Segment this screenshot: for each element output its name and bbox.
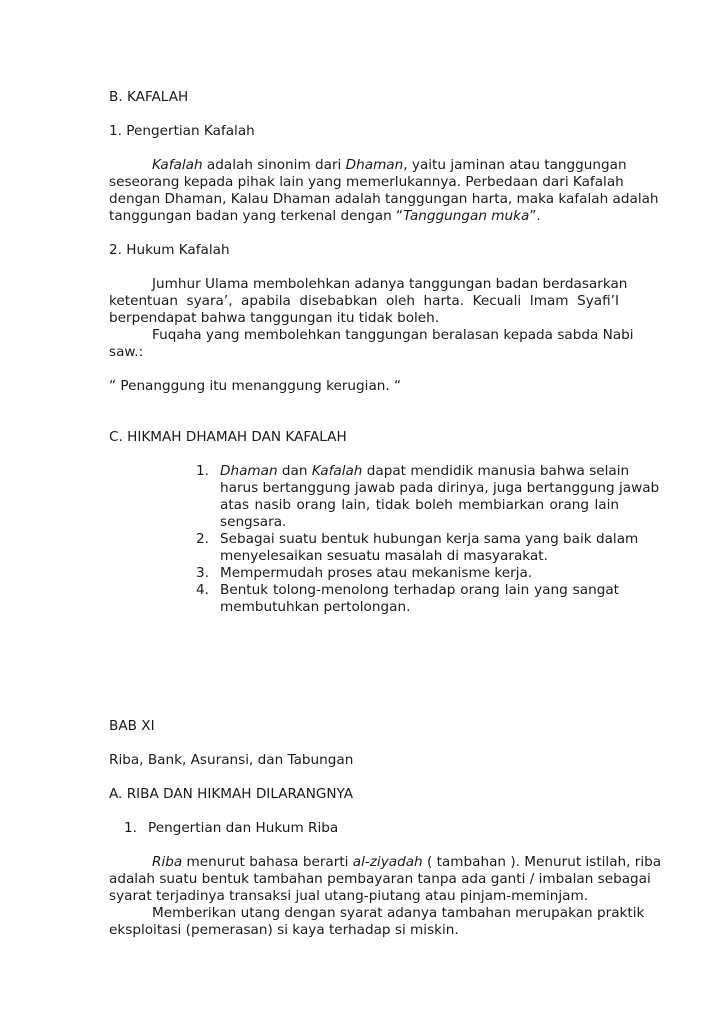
paragraph-line: Memberikan utang dengan syarat adanya tambahan merupakan praktik [152, 905, 645, 921]
list-item [196, 565, 619, 582]
section-heading-kafalah: B. KAFALAH [109, 89, 189, 105]
list-number: 4. [196, 582, 209, 598]
subheading-pengertian-kafalah: 1. Pengertian Kafalah [109, 123, 255, 139]
term-al-ziyadah: al-ziyadah [352, 854, 423, 870]
riba-sublist [124, 820, 619, 837]
page-spacer [109, 616, 619, 718]
list-line: membutuhkan pertolongan. [220, 599, 411, 615]
text-run: ( tambahan ). Menurut istilah, riba [422, 854, 662, 870]
chapter-heading: BAB XI [109, 718, 155, 734]
document-page [109, 89, 662, 939]
list-line: harus bertanggung jawab pada dirinya, juga bertanggung jawab [220, 480, 660, 496]
subheading-pengertian-riba: Pengertian dan Hukum Riba [148, 820, 339, 836]
list-line: sengsara. [220, 514, 287, 530]
paragraph-line: saw.: [109, 344, 144, 360]
chapter-title: Riba, Bank, Asuransi, dan Tabungan [109, 752, 354, 768]
text-run: dapat mendidik manusia bahwa selain [362, 463, 630, 479]
list-line: Mempermudah proses atau mekanisme kerja. [220, 565, 533, 581]
text-run: menurut bahasa berarti [182, 854, 353, 870]
list-number: 1. [124, 820, 137, 836]
paragraph-line: Jumhur Ulama membolehkan adanya tanggungan badan berdasarkan [152, 276, 628, 292]
list-number: 2. [196, 531, 209, 547]
paragraph-line: syarat terjadinya transaksi jual utang-piutang atau pinjam-meminjam. [109, 888, 589, 904]
paragraph-hukum-kafalah [109, 276, 634, 361]
paragraph-line [109, 208, 619, 225]
paragraph-line: berpendapat bahwa tanggungan itu tidak boleh. [109, 310, 440, 326]
list-number: 1. [196, 463, 209, 479]
term-kafalah: Kafalah [311, 463, 363, 479]
paragraph-line: adalah suatu bentuk tambahan pembayaran tanpa ada ganti / imbalan sebagai [109, 871, 651, 887]
subheading-hukum-kafalah: 2. Hukum Kafalah [109, 242, 230, 258]
term-kafalah: Kafalah [152, 157, 203, 173]
term-riba: Riba [152, 854, 183, 870]
term-dhaman: Dhaman [220, 463, 278, 479]
hikmah-list [196, 463, 660, 616]
list-item [196, 582, 619, 616]
list-number: 3. [196, 565, 209, 581]
list-item [196, 531, 639, 565]
list-item [124, 820, 619, 837]
term-tanggungan-muka: Tanggungan muka [403, 208, 530, 224]
list-line: atas nasib orang lain, tidak boleh membiarkan orang lain [220, 497, 619, 513]
list-line: Sebagai suatu bentuk hubungan kerja sama yang baik dalam [220, 531, 639, 547]
section-heading-hikmah: C. HIKMAH DHAMAH DAN KAFALAH [109, 429, 347, 445]
list-item [196, 463, 660, 531]
paragraph-line: eksploitasi (pemerasan) si kaya terhadap si miskin. [109, 922, 459, 938]
text-run: adalah sinonim dari [202, 157, 346, 173]
text-run: tanggungan badan yang terkenal dengan “ [109, 208, 404, 224]
paragraph-line: ketentuan syara’, apabila disebabkan oleh harta. Kecuali Imam Syafi’I [109, 293, 619, 309]
paragraph-pengertian-riba [109, 854, 662, 939]
term-dhaman: Dhaman [345, 157, 404, 173]
hadith-quote: “ Penanggung itu menanggung kerugian. “ [109, 378, 402, 394]
list-line: Bentuk tolong-menolong terhadap orang lain yang sangat [220, 582, 619, 598]
section-heading-riba: A. RIBA DAN HIKMAH DILARANGNYA [109, 786, 354, 802]
text-run: , yaitu jaminan atau tanggungan [403, 157, 627, 173]
paragraph-line [109, 157, 627, 174]
list-line: menyelesaikan sesuatu masalah di masyarakat. [220, 548, 548, 564]
paragraph-line: seseorang kepada pihak lain yang memerlukannya. Perbedaan dari Kafalah [109, 174, 624, 190]
paragraph-line [109, 854, 662, 871]
paragraph-line: dengan Dhaman, Kalau Dhaman adalah tanggungan harta, maka kafalah adalah [109, 191, 659, 207]
text-run: dan [277, 463, 312, 479]
paragraph-line: Fuqaha yang membolehkan tanggungan beralasan kepada sabda Nabi [152, 327, 634, 343]
list-line [220, 463, 630, 480]
text-run: ”. [529, 208, 541, 224]
paragraph-pengertian-kafalah [109, 157, 659, 225]
